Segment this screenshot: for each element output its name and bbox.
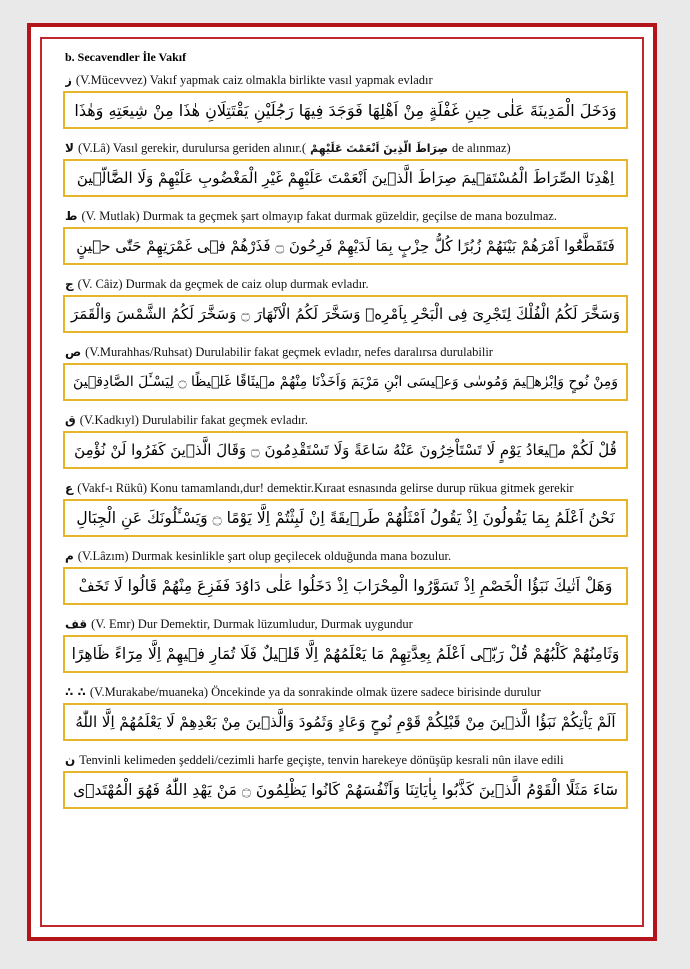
- verse-example-box: [63, 363, 628, 401]
- secavend-description: (V.Mücevvez) Vakıf yapmak caiz olmakla birlikte vasıl yapmak evladır: [75, 73, 433, 87]
- secavend-symbol: لا: [65, 141, 74, 155]
- verse-example-box: [63, 431, 628, 469]
- arabic-verse: وَدَخَلَ الْمَدِينَةَ عَلٰى حِينِ غَفْلَةٍ مِنْ اَهْلِهَا فَوَجَدَ فِيهَا رَجُلَيْنِ يَقْتَتِلَانِ هٰذَا مِنْ شِيعَتِهِ وَهٰذَا: [74, 100, 617, 120]
- secavend-caption: [65, 344, 630, 361]
- verse-example-box: [63, 499, 628, 537]
- verse-example-box: [63, 635, 628, 673]
- secavend-caption: [65, 480, 630, 497]
- document-content: [65, 50, 630, 820]
- secavend-item: [65, 480, 630, 537]
- secavend-description: (V. Mutlak) Durmak ta geçmek şart olmayıp fakat durmak güzeldir, geçilse de mana bozulmaz.: [81, 209, 557, 223]
- secavend-symbol: قف: [65, 617, 88, 631]
- secavend-symbol: ع: [65, 481, 74, 495]
- secavend-description: (Vakf-ı Rükû) Konu tamamlandı,dur! demektir.Kıraat esnasında gelirse durup rükua gitmek gerekir: [77, 481, 574, 495]
- secavend-item: [65, 616, 630, 673]
- secavend-caption: [65, 276, 630, 293]
- secavend-symbol: ج: [65, 277, 74, 291]
- secavend-item: [65, 140, 630, 197]
- verse-example-box: [63, 295, 628, 333]
- secavend-symbol: م: [65, 549, 74, 563]
- secavend-caption: [65, 752, 630, 769]
- secavend-item: [65, 548, 630, 605]
- secavend-list: [65, 72, 630, 809]
- arabic-verse: وَمِنْ نُوحٍ وَاِبْرٰهٖيمَ وَمُوسٰى وَعٖيسَى ابْنِ مَرْيَمَ وَاَخَذْنَا مِنْهُمْ مٖيثَاقًا غَلٖيظًا ۝ لِيَسْـَٔلَ الصَّادِقٖينَ: [72, 374, 619, 390]
- arabic-verse: فَتَقَطَّعُٓوا اَمْرَهُمْ بَيْنَهُمْ زُبُرًا كُلُّ حِزْبٍ بِمَا لَدَيْهِمْ فَرِحُونَ ۝ فَذَرْهُمْ فٖى غَمْرَتِهِمْ حَتّٰى حٖينٍ: [76, 237, 615, 255]
- section-heading: b. Secavendler İle Vakıf: [65, 50, 187, 64]
- secavend-symbol: ز: [65, 73, 72, 87]
- secavend-caption: [65, 208, 630, 225]
- secavend-description: (V.Lâzım) Durmak kesinlikle şart olup geçilecek olduğunda mana bozulur.: [77, 549, 452, 563]
- secavend-symbol: ∴ ∴: [65, 685, 86, 699]
- arabic-verse: اِهْدِنَا الصِّرَاطَ الْمُسْتَقٖيمَ صِرَاطَ الَّذٖينَ اَنْعَمْتَ عَلَيْهِمْ غَيْرِ الْمَغْضُوبِ عَلَيْهِمْ وَلَا الضَّٓالّٖينَ: [76, 169, 615, 187]
- secavend-description: Tenvinli kelimeden şeddeli/cezimli harfe geçişte, tenvin harekeye dönüşüp kesrali nûn ilave edili: [79, 753, 564, 767]
- secavend-item: [65, 344, 630, 401]
- secavend-description: (V. Câiz) Durmak da geçmek de caiz olup durmak evladır.: [77, 277, 369, 291]
- secavend-caption: [65, 412, 630, 429]
- secavend-description: (V. Emr) Dur Demektir, Durmak lüzumludur, Durmak uygundur: [91, 617, 413, 631]
- secavend-symbol: ق: [65, 413, 76, 427]
- verse-example-box: [63, 567, 628, 605]
- secavend-item: [65, 412, 630, 469]
- arabic-verse: اَلَمْ يَاْتِكُمْ نَبَؤُا الَّذٖينَ مِنْ قَبْلِكُمْ قَوْمِ نُوحٍ وَعَادٍ وَثَمُودَ وَالَّذٖينَ مِنْ بَعْدِهِمْ لَا يَعْلَمُهُمْ اِلَّا اللّٰهُ: [75, 713, 616, 731]
- secavend-symbol: ن: [65, 753, 76, 767]
- secavend-symbol: ص: [65, 345, 82, 359]
- secavend-caption: [65, 616, 630, 633]
- verse-example-box: [63, 703, 628, 741]
- secavend-item: [65, 208, 630, 265]
- verse-example-box: [63, 159, 628, 197]
- secavend-caption: [65, 140, 630, 157]
- arabic-verse: سَٓاءَ مَثَلًا الْقَوْمُ الَّذٖينَ كَذَّبُوا بِاٰيَاتِنَا وَاَنْفُسَهُمْ كَانُوا يَظْلِمُونَ ۝ مَنْ يَهْدِ اللّٰهُ فَهُوَ الْمُهْتَدٖى: [73, 781, 618, 799]
- arabic-verse: وَهَلْ اَتٰيكَ نَبَؤُا الْخَصْمِ اِذْ تَسَوَّرُوا الْمِحْرَابَ اِذْ دَخَلُوا عَلٰى دَاوُدَ فَفَزِعَ مِنْهُمْ قَالُوا لَا تَخَفْ: [78, 577, 613, 595]
- secavend-item: [65, 684, 630, 741]
- verse-example-box: [63, 227, 628, 265]
- secavend-description: (V.Murakabe/muaneka) Öncekinde ya da sonrakinde olmak üzere sadece birisinde durulur: [89, 685, 541, 699]
- secavend-caption: [65, 548, 630, 565]
- secavend-symbol: ط: [65, 209, 78, 223]
- inline-arabic-phrase: صِرَاطَ الَّذِينَ اَنْعَمْتَ عَلَيْهِمْ: [310, 142, 449, 155]
- secavend-item: [65, 276, 630, 333]
- secavend-caption: [65, 684, 630, 701]
- secavend-description: (V.Kadkıyl) Durulabilir fakat geçmek evladır.: [79, 413, 308, 427]
- secavend-description: (V.Murahhas/Ruhsat) Durulabilir fakat geçmek evladır, nefes daralırsa durulabilir: [85, 345, 493, 359]
- secavend-caption: [65, 72, 630, 89]
- arabic-verse: وَثَامِنُهُمْ كَلْبُهُمْ قُلْ رَبّٖٓى اَعْلَمُ بِعِدَّتِهِمْ مَا يَعْلَمُهُمْ اِلَّا قَلٖيلٌ فَلَا تُمَارِ فٖيهِمْ اِلَّا مِرَٓاءً ظَاهِرًا: [71, 645, 620, 663]
- secavend-item: [65, 72, 630, 129]
- arabic-verse: نَحْنُ اَعْلَمُ بِمَا يَقُولُونَ اِذْ يَقُولُ اَمْثَلُهُمْ طَرٖيقَةً اِنْ لَبِثْتُمْ اِلَّا يَوْمًا ۝ وَيَسْـَٔلُونَكَ عَنِ الْجِبَالِ: [76, 509, 615, 527]
- arabic-verse: وَسَخَّرَ لَكُمُ الْفُلْكَ لِتَجْرِىَ فِى الْبَحْرِ بِاَمْرِهٖ وَسَخَّرَ لَكُمُ الْاَنْهَارَ ۝ وَسَخَّرَ لَكُمُ الشَّمْسَ وَالْقَمَرَ: [71, 305, 620, 323]
- secavend-description: (V.Lâ) Vasıl gerekir, durulursa geriden alınır.(: [77, 141, 307, 155]
- secavend-description-suffix: de alınmaz): [452, 141, 511, 155]
- verse-example-box: [63, 91, 628, 129]
- secavend-item: [65, 752, 630, 809]
- arabic-verse: قُلْ لَكُمْ مٖيعَادُ يَوْمٍ لَا تَسْتَاْخِرُونَ عَنْهُ سَاعَةً وَلَا تَسْتَقْدِمُونَ ۝ وَقَالَ الَّذٖينَ كَفَرُوا لَنْ نُؤْمِنَ: [74, 441, 617, 459]
- verse-example-box: [63, 771, 628, 809]
